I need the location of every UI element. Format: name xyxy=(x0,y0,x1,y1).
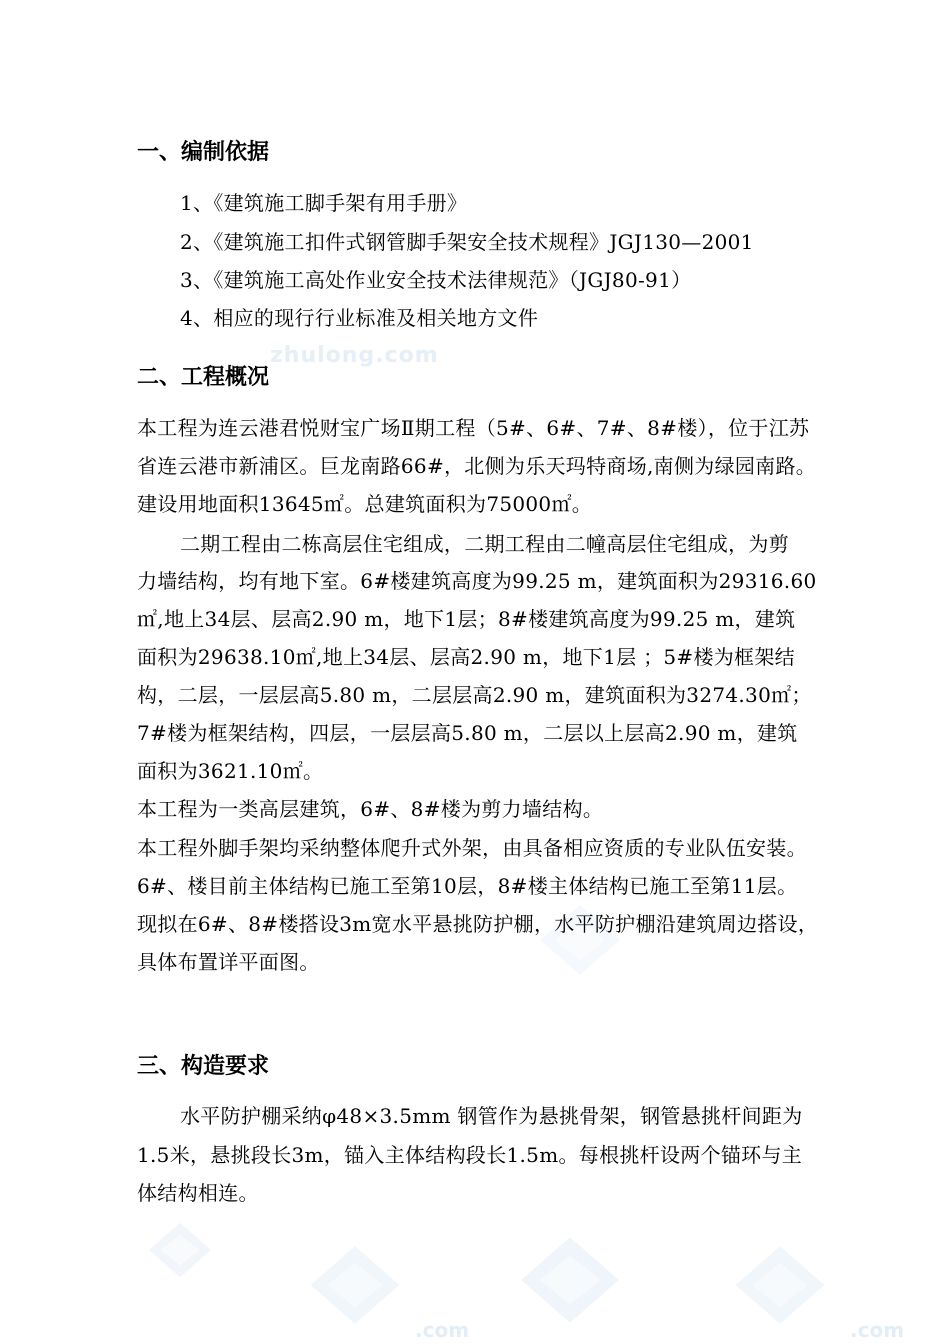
watermark-com: .com xyxy=(415,1318,470,1342)
overview-line: 现拟在6#、8#楼搭设3m宽水平悬挑防护棚，水平防护棚沿建筑周边搭设， xyxy=(137,912,819,936)
construction-line: 体结构相连。 xyxy=(137,1181,259,1205)
overview-line: ㎡,地上34层、层高2.90 m，地下1层；8#楼建筑高度为99.25 m，建筑 xyxy=(137,607,796,631)
overview-line: 面积为3621.10㎡。 xyxy=(137,759,324,783)
watermark-logo-icon xyxy=(515,1230,625,1330)
construction-line: 1.5米，悬挑段长3m，锚入主体结构段长1.5m。每根挑杆设两个锚环与主 xyxy=(137,1143,803,1167)
overview-line: 面积为29638.10㎡,地上34层、层高2.90 m，地下1层 ；5#楼为框架结 xyxy=(137,645,795,669)
watermark-logo-icon xyxy=(145,1215,215,1285)
reference-item: 1、《建筑施工脚手架有用手册》 xyxy=(180,191,468,215)
overview-line: 6#、楼目前主体结构已施工至第10层，8#楼主体结构已施工至第11层。 xyxy=(137,874,798,898)
watermark-logo-icon xyxy=(730,1240,830,1330)
section-heading-overview: 二、工程概况 xyxy=(137,365,270,390)
overview-line: 建设用地面积13645㎡。总建筑面积为75000㎡。 xyxy=(137,492,593,516)
overview-line: 构，二层，一层层高5.80 m，二层层高2.90 m，建筑面积为3274.30㎡； xyxy=(137,683,812,707)
section-heading-basis: 一、编制依据 xyxy=(137,140,270,165)
construction-line: 水平防护棚采纳φ48×3.5mm 钢管作为悬挑骨架，钢管悬挑杆间距为 xyxy=(180,1104,803,1128)
overview-line: 本工程外脚手架均采纳整体爬升式外架，由具备相应资质的专业队伍安装。 xyxy=(137,836,807,860)
reference-item: 4、相应的现行行业标准及相关地方文件 xyxy=(180,306,539,330)
overview-line: 力墙结构，均有地下室。6#楼建筑高度为99.25 m，建筑面积为29316.60 xyxy=(137,569,817,593)
overview-line: 7#楼为框架结构，四层，一层层高5.80 m，二层以上层高2.90 m，建筑 xyxy=(137,721,798,745)
section-heading-construction: 三、构造要求 xyxy=(137,1054,270,1079)
reference-item: 2、《建筑施工扣件式钢管脚手架安全技术规程》JGJ130—2001 xyxy=(180,230,754,254)
overview-line: 省连云港市新浦区。巨龙南路66#，北侧为乐天玛特商场,南侧为绿园南路。 xyxy=(137,454,817,478)
overview-line: 本工程为一类高层建筑，6#、8#楼为剪力墙结构。 xyxy=(137,797,604,821)
overview-line: 本工程为连云港君悦财宝广场Ⅱ期工程（5#、6#、7#、8#楼），位于江苏 xyxy=(137,416,810,440)
watermark-text: zhulong.com xyxy=(270,343,439,368)
overview-line: 具体布置详平面图。 xyxy=(137,950,320,974)
watermark-logo-icon xyxy=(305,1240,405,1330)
watermark-com: .com xyxy=(850,1318,905,1342)
reference-item: 3、《建筑施工高处作业安全技术法律规范》（JGJ80-91） xyxy=(180,268,692,292)
overview-line: 二期工程由二栋高层住宅组成，二期工程由二幢高层住宅组成，为剪 xyxy=(180,532,789,556)
